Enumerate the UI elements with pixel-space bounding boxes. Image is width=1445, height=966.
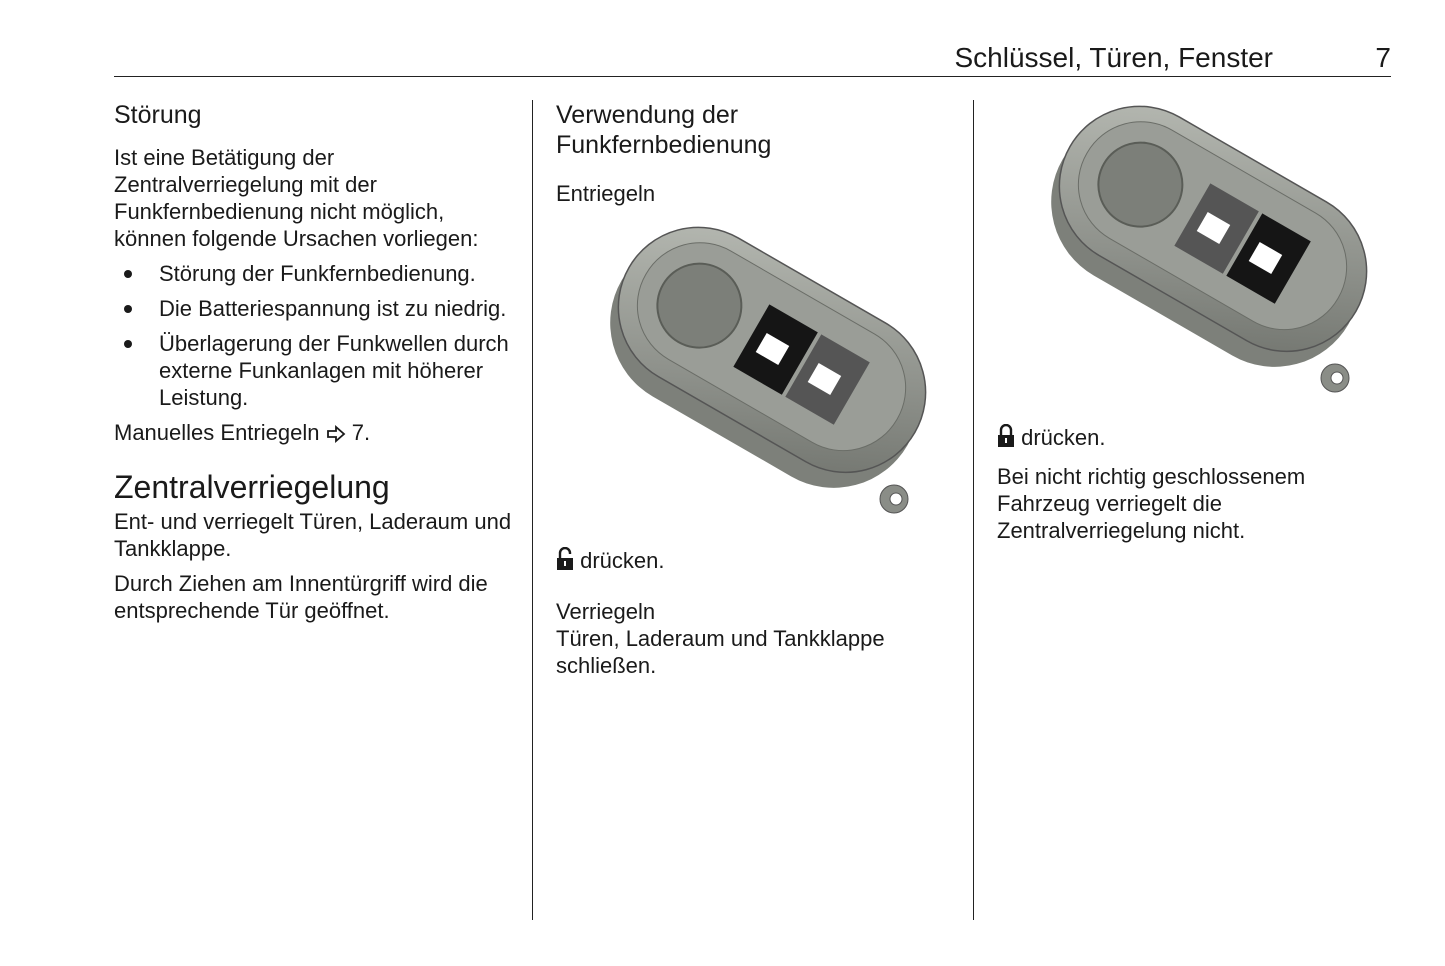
page-header [114, 40, 1391, 77]
list-item: Störung der Funkfernbedienung. [114, 260, 514, 287]
zv-text-1: Ent- und verriegelt Türen, Laderaum und Tankklappe. [114, 509, 512, 561]
lock-text: Türen, Laderaum und Tankklappe schließen. [556, 626, 885, 678]
header-title: Schlüssel, Türen, Fenster [954, 42, 1273, 73]
lock-instruction [997, 424, 1397, 451]
list-item: Überlagerung der Funkwellen durch externe Funkanlagen mit höherer Leistung. [114, 330, 514, 411]
arrow-reference-icon[interactable] [326, 425, 346, 443]
page-number: 7 [1375, 42, 1391, 73]
column-3 [997, 100, 1397, 552]
stoerung-intro: Ist eine Betätigung der Zentralverriegelung mit der Funkfernbedienung nicht möglich, können folgende Ursachen vorliegen: [114, 145, 479, 251]
heading-zentralverriegelung: Zentralverriegelung [114, 469, 390, 505]
column-2 [556, 100, 956, 687]
list-item: Die Batteriespannung ist zu niedrig. [114, 295, 514, 322]
unlock-instruction [556, 547, 956, 574]
column-divider [532, 100, 533, 920]
column-divider [973, 100, 974, 920]
unlock-press-text: drücken. [580, 548, 665, 573]
lock-note: Bei nicht richtig geschlossenem Fahrzeug verriegelt die Zentralverriegelung nicht. [997, 464, 1306, 543]
manual-unlock-ref [114, 419, 514, 446]
page-reference-link[interactable]: 7. [351, 420, 371, 445]
subheading-unlock: Entriegeln [556, 181, 656, 206]
lock-press-text: drücken. [1021, 425, 1106, 450]
zv-text-2: Durch Ziehen am Innentürgriff wird die entsprechende Tür geöffnet. [114, 571, 488, 623]
manual-unlock-text: Manuelles Entriegeln [114, 420, 320, 445]
column-1 [114, 100, 514, 632]
lock-icon [997, 424, 1015, 448]
cause-list [114, 260, 514, 411]
heading-remote-use: Verwendung der Funkfernbedienung [556, 101, 772, 159]
heading-stoerung: Störung [114, 101, 202, 129]
unlock-icon [556, 547, 574, 571]
key-fob-illustration-lock [1015, 100, 1397, 410]
subheading-lock: Verriegeln [556, 599, 656, 624]
key-fob-illustration-unlock [574, 221, 956, 531]
